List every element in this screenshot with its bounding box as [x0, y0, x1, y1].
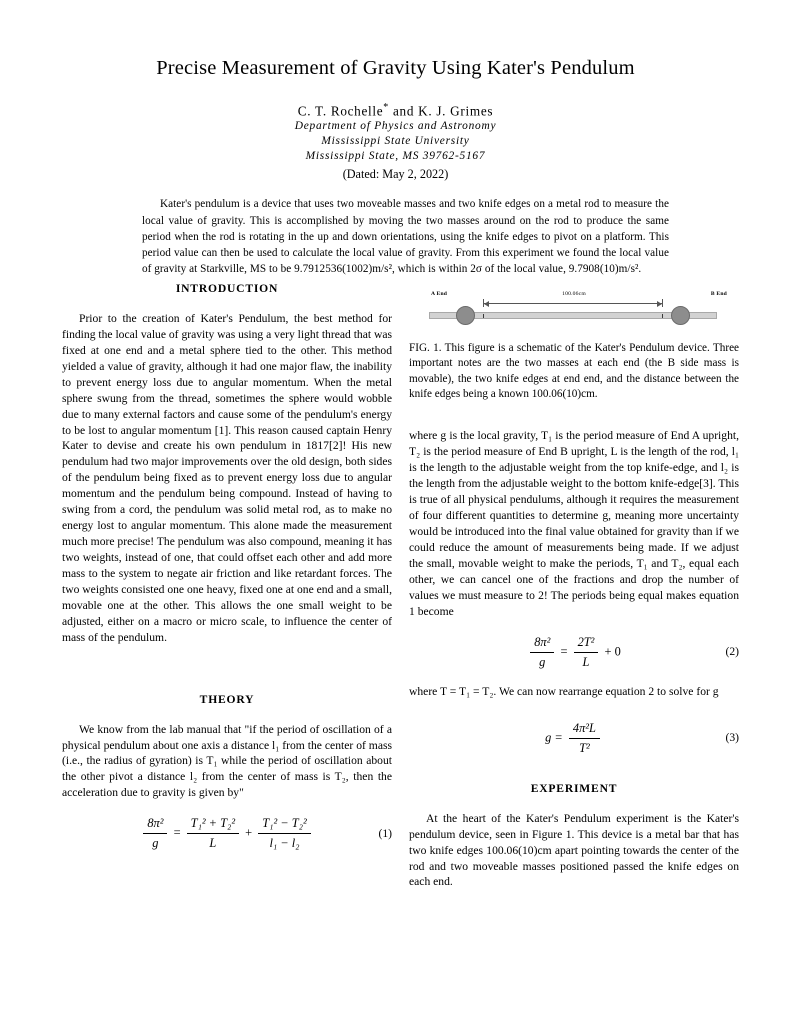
theory-after-eq2-paragraph: where T = T₁ = T₂. We can now rearrange equation 2 to solve for g — [409, 684, 719, 698]
right-column — [409, 281, 739, 890]
eq2-rhs-numerator: 2T² — [574, 634, 599, 653]
eq1-term2-fraction — [258, 815, 310, 852]
equation-2 — [409, 634, 739, 671]
page-title: Precise Measurement of Gravity Using Kater's Pendulum — [156, 57, 635, 79]
eq1-equals: = — [173, 825, 181, 840]
eq3-rhs-fraction — [569, 720, 600, 757]
affiliation-address: Mississippi State, MS 39762-5167 — [305, 150, 486, 163]
mass-a-fixed — [456, 306, 475, 325]
figure-1-canvas — [409, 281, 739, 333]
eq2-number: (2) — [725, 645, 739, 659]
dimension-arrow-right-icon — [657, 301, 662, 307]
eq3-number: (3) — [725, 731, 739, 745]
eq1-term2-denominator: l₁ − l₂ — [269, 836, 300, 851]
theory-paragraph: We know from the lab manual that "if the period of oscillation of a physical pendulum about one axis a distance l₁ from the center of mass (i.e., the radius of gyration) is T₁ while the period of oscillation about the other pivot a distance l₂ from the center of mass is T₂, then the acceleration due to gravity is given by" — [62, 722, 392, 800]
eq1-term1-fraction — [187, 815, 239, 852]
equation-1 — [62, 815, 392, 852]
eq2-lhs-denominator: g — [539, 654, 546, 669]
eq2-rhs-denominator: L — [582, 654, 590, 669]
dimension-tick-right — [662, 299, 663, 307]
theory-after-eq1-paragraph: where g is the local gravity, T₁ is the period measure of End A upright, T₂ is the period measure of End B upright, L is the length of the rod, l₁ is the length to the adjustable weight from the top knife-edge, and l₂ is the length from the adjustable weight to the bottom knife-edge[3]. This is true of all physical pendulums, although it requires the measurement of four different quantities to determine g, meaning more uncertainty would be introduced into the final value obtained for gravity than if we could reduce the amount of measurements being made. If we adjust the small, movable weight to make the periods, T₁ and T₂, equal each other, we can cancel one of the fractions and drop the number of values we must measure to 2! The periods being equal makes equation 1 become — [409, 429, 739, 618]
eq2-rhs-fraction — [574, 634, 599, 671]
equation-3 — [409, 720, 739, 757]
eq1-lhs-fraction — [143, 815, 167, 852]
eq3-lhs: g = — [545, 730, 563, 745]
eq2-equals: = — [560, 644, 568, 659]
eq2-lhs-fraction — [530, 634, 554, 671]
figure-label-b-end: B End — [710, 291, 727, 297]
knife-edge-a — [483, 314, 484, 318]
dimension-arrow-left-icon — [484, 301, 489, 307]
mass-b-movable — [671, 306, 690, 325]
corresponding-author-marker: * — [383, 101, 389, 113]
eq1-number: (1) — [378, 826, 392, 840]
author-primary: C. T. Rochelle — [297, 103, 384, 119]
experiment-paragraph: At the heart of the Kater's Pendulum experiment is the Kater's pendulum device, seen in Figure 1. This device is a metal bar that has two knife edges 100.06(10)cm apart pointing towards the center of the rod and two moveable masses positioned passed the knife edges on each end. — [409, 811, 739, 889]
figure-dimension-label: 100.06cm — [562, 291, 586, 297]
eq2-tail: + 0 — [604, 644, 621, 659]
eq1-term1-denominator: L — [209, 836, 217, 851]
left-column — [62, 281, 392, 865]
eq1-lhs-numerator: 8π² — [143, 815, 167, 834]
section-heading-introduction: INTRODUCTION — [175, 282, 279, 295]
figure-1 — [409, 281, 739, 333]
section-heading-theory: THEORY — [199, 692, 255, 706]
eq1-term2-numerator: T₁² − T₂² — [258, 815, 310, 834]
author-line — [0, 102, 791, 119]
figure-1-caption: FIG. 1. This figure is a schematic of the Kater's Pendulum device. Three important notes are the two masses at each end (the B side mass is movable), the two knife edges at end end, and the distance between the knife edges being a known 100.06(10)cm. — [409, 342, 739, 401]
date-line: (Dated: May 2, 2022) — [342, 167, 449, 182]
knife-edge-b — [662, 314, 663, 318]
section-heading-experiment: EXPERIMENT — [530, 781, 618, 795]
author-secondary: and K. J. Grimes — [389, 103, 494, 119]
eq1-term1-numerator: T₁² + T₂² — [187, 815, 239, 834]
affiliation-department: Department of Physics and Astronomy — [294, 120, 497, 133]
eq3-rhs-denominator: T² — [579, 740, 590, 755]
eq2-lhs-numerator: 8π² — [530, 634, 554, 653]
introduction-paragraph: Prior to the creation of Kater's Pendulum, the best method for finding the local value of gravity was using a very light thread that was fixed at one end and a metal sphere tied to the other. This method yielded a value of gravity, although it had one major flaw, the inability to prevent energy loss due to angular momentum. When the metal sphere swung from the thread, sometimes the sphere would wobble due to many external factors and cause some of the pendulum's energy to be lost to angular momentum [1]. This reason caused captain Henry Kater to devise and create his own pendulum in 1817[2]! His new pendulum had two major improvements over the old design, both sides of the pendulum being fixed as to prevent energy loss due to angular momentum and the pendulum being compound. Instead of having to swing from a cord, the pendulum was solid metal rod, as to make no energy lost to angular momentum. This alone made the measurement much more precise! The pendulum was also compound, meaning it has two weights, instead of one, that could offset each other and add more mass to the system to negate air friction and like retardant forces. The two weights consisted one one heavy, fixed one at one end and a small, movable one at the other. This allows the one small weight to be adjusted, either on a macro or micro scale, to influence the center of mass of the pendulum. — [62, 311, 393, 644]
figure-label-a-end: A End — [431, 291, 448, 297]
eq1-plus: + — [245, 825, 253, 840]
eq3-rhs-numerator: 4π²L — [569, 720, 600, 739]
eq1-lhs-denominator: g — [152, 836, 159, 851]
body-columns — [0, 281, 791, 1001]
affiliation-university: Mississippi State University — [321, 135, 470, 148]
dimension-line — [483, 303, 663, 304]
masthead — [0, 0, 791, 182]
abstract: Kater's pendulum is a device that uses two moveable masses and two knife edges on a metal rod to measure the local value of gravity. This is accomplished by moving the two masses around on the rod to produce the same period when the rod is rotating in the up and down orientations, using the knife edges to pivot on a platform. This period value can then be used to calculate the local value of gravity. From this experiment we found the local value of gravity at Starkville, MS to be 9.7912536(1002)m/s², which is within 2σ of the local value, 9.7908(10)m/s². — [142, 198, 669, 275]
